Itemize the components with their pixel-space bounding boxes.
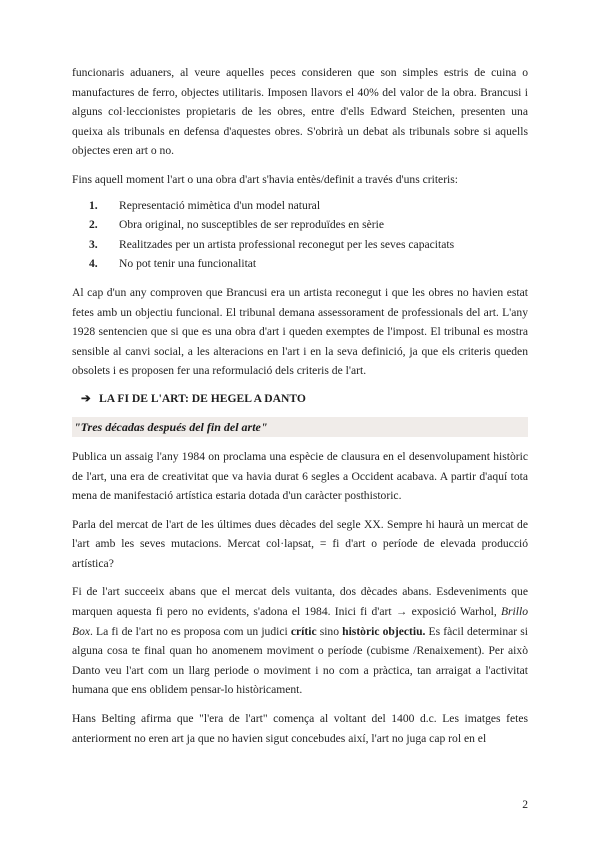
arrow-right-icon: ➔ bbox=[81, 391, 91, 405]
paragraph-belting: Hans Belting afirma que "l'era de l'art" comença al voltant del 1400 d.c. Les imatges fetes anteriorment no eren art ja que no havien sigut concebudes així, l'art no juga cap rol en el bbox=[72, 712, 528, 745]
text-run: sino bbox=[316, 624, 343, 638]
criteria-list bbox=[72, 196, 528, 274]
list-item-text: Obra original, no susceptibles de ser reproduïdes en sèrie bbox=[119, 218, 384, 232]
paragraph-end-of-art bbox=[72, 582, 528, 700]
paragraph-criteria-intro: Fins aquell moment l'art o una obra d'art s'havia entès/definit a través d'uns criteris: bbox=[72, 172, 459, 186]
paragraph-customs-debate: funcionaris aduaners, al veure aquelles peces consideren que son simples estris de cuina o manufactures de ferro, objectes utilitaris. Imposen llavors el 40% del valor de la obra. Brancusi i alguns col·leccionistes propietaris de les obres, entre d'ells Edward Steichen, presenten una queixa als tribunals en defensa d'aquestes obres. S'obrirà un debat als tribunals sobre si aquells objectes eren art o no. bbox=[72, 66, 528, 158]
page-number: 2 bbox=[522, 798, 528, 811]
list-item bbox=[72, 215, 528, 235]
list-item-text: No pot tenir una funcionalitat bbox=[119, 257, 257, 271]
list-number: 2. bbox=[89, 218, 98, 232]
list-number: 4. bbox=[89, 257, 98, 271]
bold-critic: crític bbox=[290, 624, 317, 638]
brillo-box-title: Brillo Box bbox=[72, 605, 528, 638]
text-run: Fi de l'art succeeix abans que el mercat dels vuitanta, dos dècades abans. Esdeveniments que marquen aquesta fi pero no evidents, s'adona el 1984. Inici fi d'art → exposició Warhol, bbox=[72, 585, 528, 619]
paragraph-court-ruling: Al cap d'un any comproven que Brancusi era un artista reconegut i que les obres no havien estat fetes amb un objectiu funcional. El tribunal demana assessorament de professionals del art. L'any 1928 sentencien que si que es una obra d'art i queden exemptes de l'impost. El tribunal es mostra sensible al canvi social, a les alteracions en l'art i en la seva definició, ja que els criteris queden obsolets i es proposen fer una reformulació dels criteris de l'art. bbox=[72, 285, 528, 378]
list-item bbox=[72, 254, 528, 274]
list-item-text: Realitzades per un artista professional reconegut per les seves capacitats bbox=[119, 237, 455, 251]
paragraph-art-market: Parla del mercat de l'art de les últimes dues dècades del segle XX. Sempre hi haurà un mercat de l'art amb les seves mutacions. Mercat col·lapsat, = fi d'art o període de elevada producció artística? bbox=[72, 517, 528, 570]
document-page bbox=[72, 63, 528, 748]
highlighted-subtitle: "Tres décadas después del fin del arte" bbox=[72, 417, 528, 437]
section-heading bbox=[72, 390, 528, 408]
paragraph-essay-1984: Publica un assaig l'any 1984 on proclama una espècie de clausura en el desenvolupament històric de l'art, una era de creativitat que va havia durat 6 segles a Occident acabava. A partir d'aquí tota mena de manifestació artística estaria dotada d'un caràcter posthistoric. bbox=[72, 449, 528, 503]
text-run: . La fi de l'art no es proposa com un judici bbox=[90, 624, 291, 638]
text-run: Es fàcil determinar si alguna cosa te final quan ho anomenem moviment o període (cubisme /Renaixement). Per això Danto veu l'art com un llarg periode o moviment i no com a pràctica, tan arraigat a l'activitat humana que ens oblidem pensar-lo històricament. bbox=[72, 624, 529, 697]
list-number: 3. bbox=[89, 237, 98, 251]
list-item-text: Representació mimètica d'un model natural bbox=[119, 198, 321, 212]
list-number: 1. bbox=[89, 198, 98, 212]
section-heading-text: LA FI DE L'ART: DE HEGEL A DANTO bbox=[99, 391, 306, 405]
list-item bbox=[72, 196, 528, 216]
list-item bbox=[72, 235, 528, 255]
bold-historic-objective: històric objectiu. bbox=[342, 624, 426, 638]
